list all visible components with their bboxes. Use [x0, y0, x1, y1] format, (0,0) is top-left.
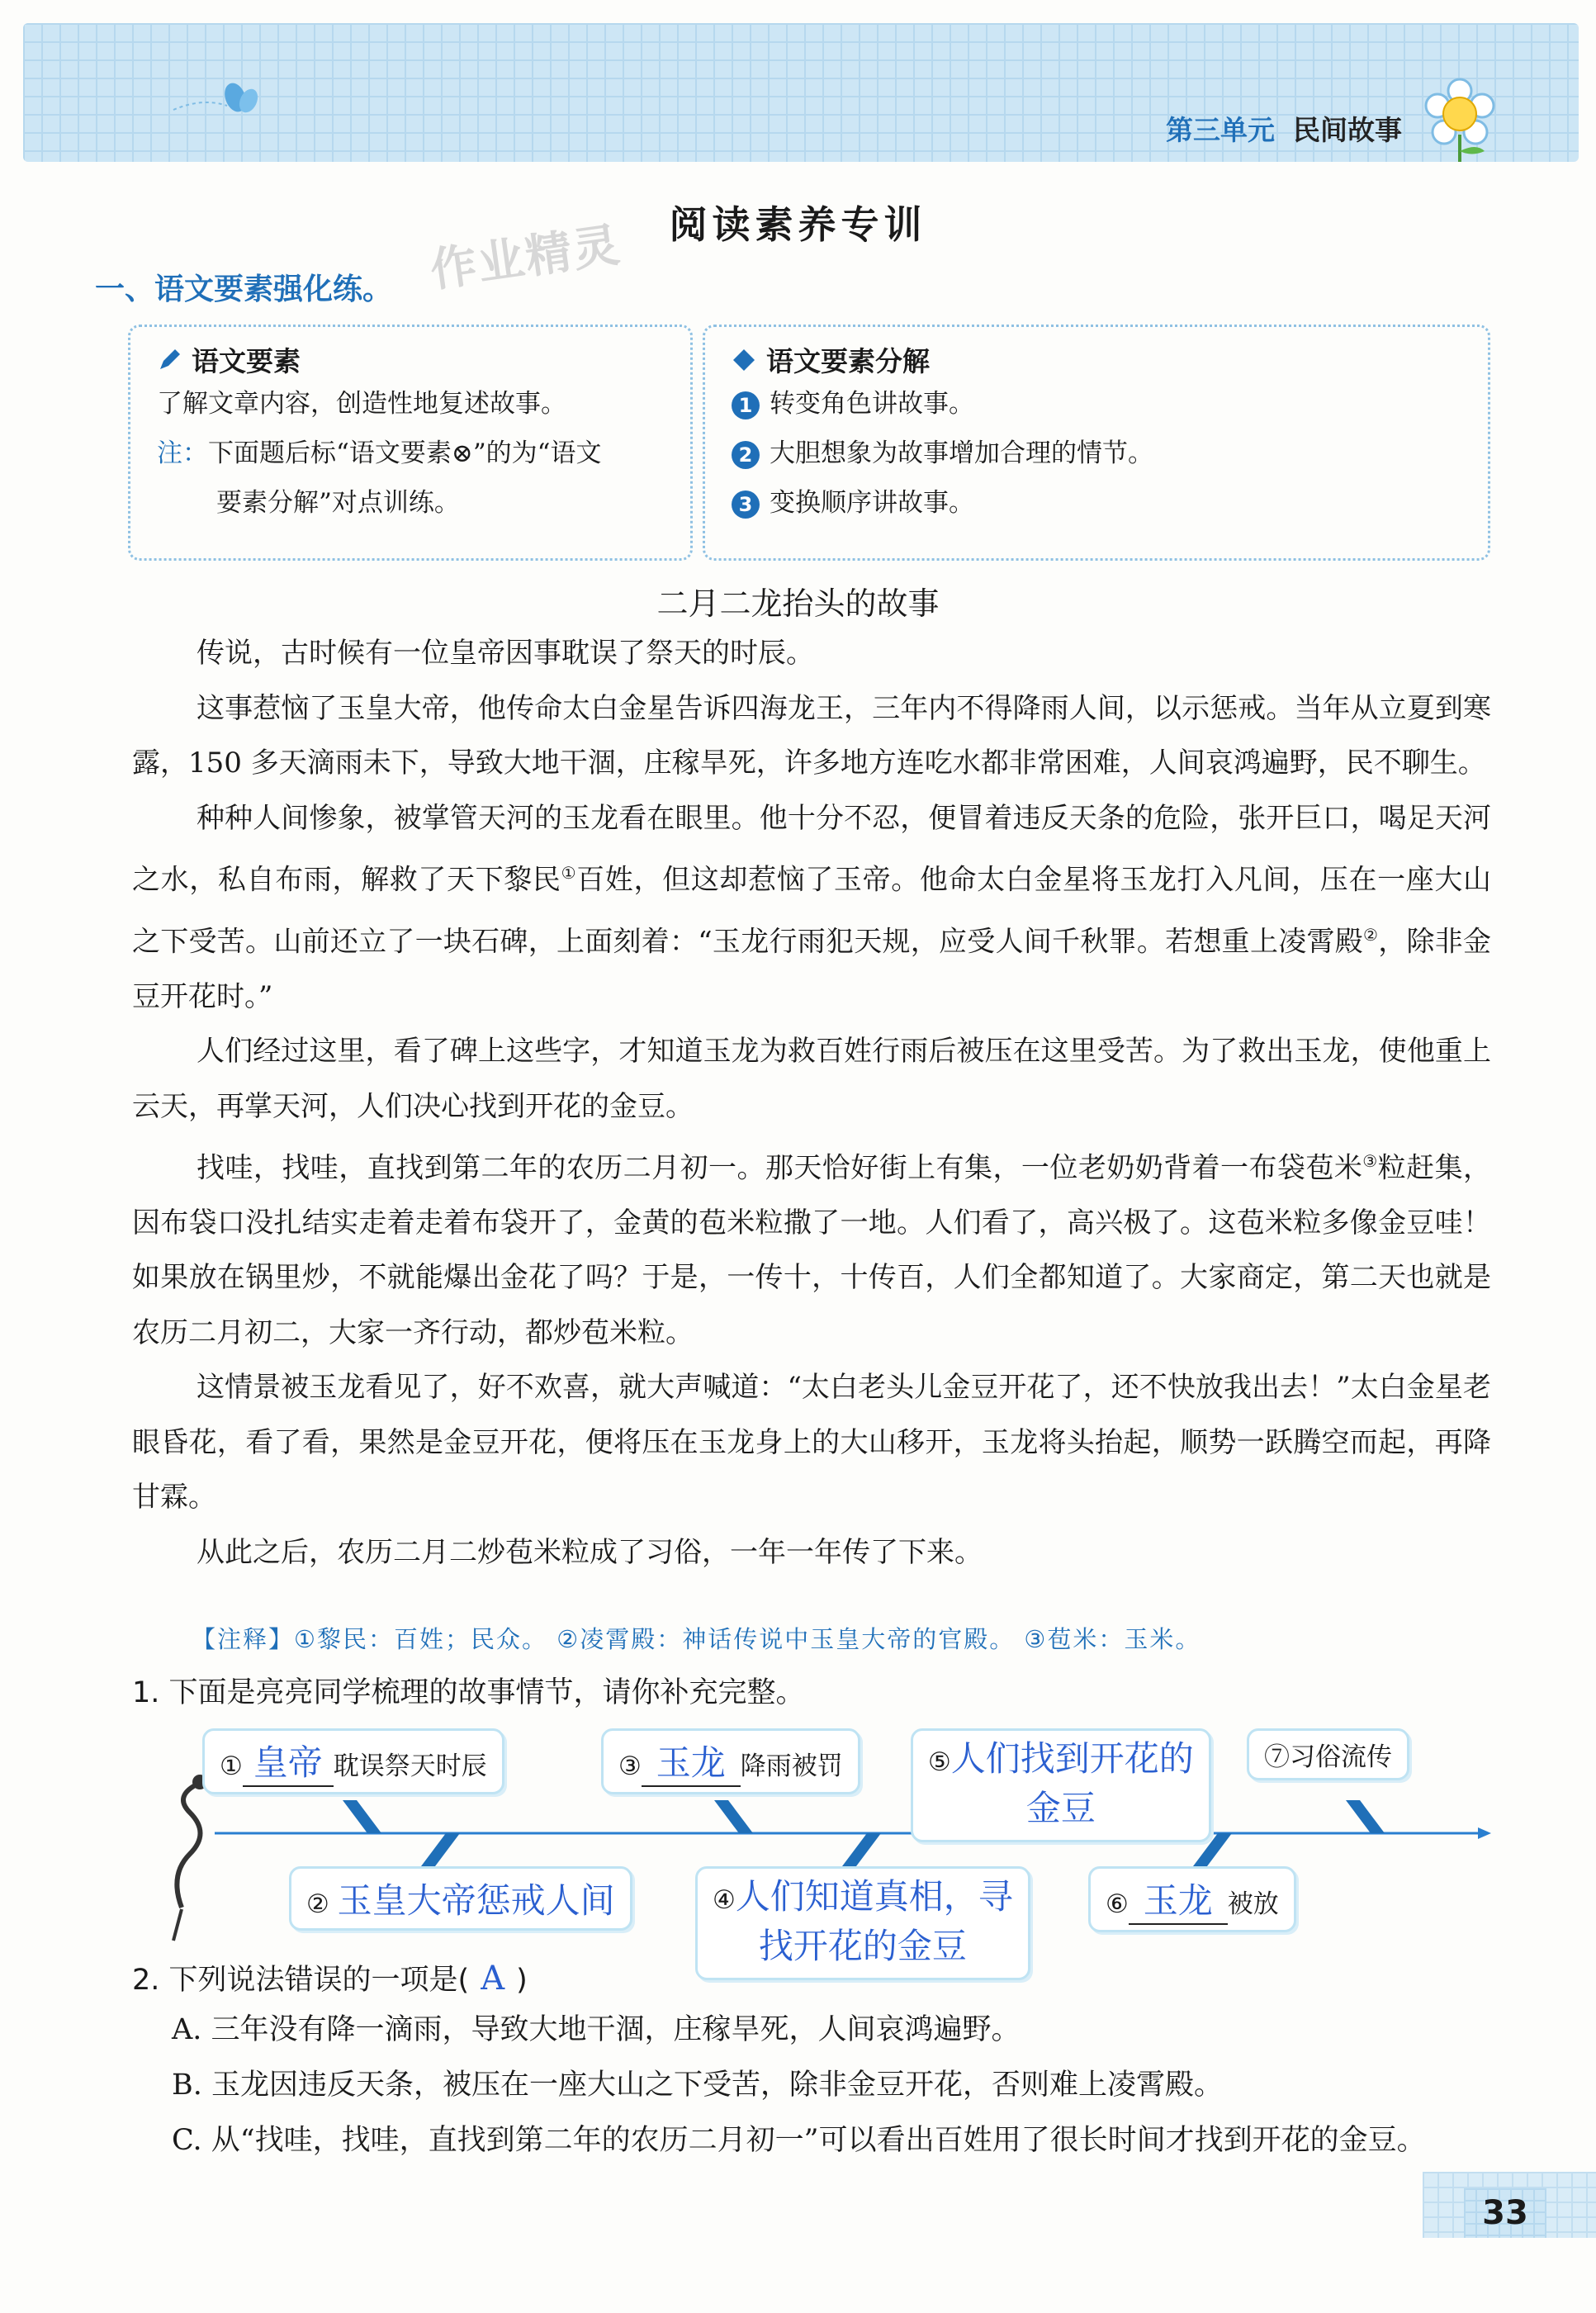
breakdown-item: 1 转变角色讲故事。	[732, 379, 1470, 429]
timeline-node-1: ① 皇帝 耽误祭天时辰	[202, 1728, 504, 1794]
story-paragraph: 这情景被玉龙看见了，好不欢喜，就大声喊道：“太白老头儿金豆开花了，还不快放我出去！”太白金星老眼昏花，看了看，果然是金豆开花，便将压在玉龙身上的大山移开，玉龙将头抬起，顺势一跃腾空而起，再降甘霖。	[132, 1371, 1491, 1514]
story-title: 二月二龙抬头的故事	[656, 585, 940, 622]
note-line2: 要素分解”对点训练。	[216, 488, 460, 518]
answer-text: A	[481, 1960, 505, 1998]
timeline-node-6: ⑥ 玉龙 被放	[1088, 1866, 1296, 1932]
story-paragraph: 从此之后，农历二月二炒苞米粒成了习俗，一年一年传了下来。	[197, 1535, 983, 1569]
box-left-line: 了解文章内容，创造性地复述故事。	[157, 389, 566, 419]
answer-text: 人们找到开花的	[950, 1738, 1194, 1779]
question-1-prompt: 1. 下面是亮亮同学梳理的故事情节，请你补充完整。	[132, 1676, 805, 1709]
timeline-arrowhead	[1478, 1827, 1491, 1839]
answer-text: 人们知道真相，寻	[735, 1876, 1013, 1917]
story-paragraph: 这事惹恼了玉皇大帝，他传命太白金星告诉四海龙王，三年内不得降雨人间，以示惩戒。当年从立夏到寒露，150 多天滴雨未下，导致大地干涸，庄稼旱死，许多地方连吃水都非常困难，人间哀鸿遍野，民不聊生。	[132, 691, 1491, 780]
unit-label	[1166, 109, 1402, 148]
note-line1: 下面题后标“语文要素⊗”的为“语文	[208, 438, 602, 468]
answer-text: 玉龙	[656, 1742, 726, 1783]
unit-number: 第三单元	[1166, 114, 1275, 146]
answer-text: 找开花的金豆	[758, 1926, 967, 1966]
question-2-prompt: 2. 下列说法错误的一项是( A )	[132, 1960, 528, 1998]
page-number: 33	[1464, 2188, 1546, 2238]
answer-text: 玉龙	[1143, 1880, 1213, 1921]
option-b: B. 玉龙因违反天条，被压在一座大山之下受苦，除非金豆开花，否则难上凌霄殿。	[172, 2069, 1223, 2102]
answer-text: 皇帝	[253, 1742, 323, 1783]
pencil-icon	[157, 348, 182, 372]
unit-topic: 民间故事	[1293, 114, 1402, 146]
section-heading: 一、语文要素强化练。	[95, 273, 393, 306]
box-right-heading: 语文要素分解	[732, 340, 1470, 379]
butterfly-icon	[169, 73, 260, 122]
timeline-node-5: ⑤人们找到开花的 金豆	[911, 1728, 1211, 1842]
flower-icon	[1414, 73, 1505, 164]
footnote: 【注释】①黎民：百姓；民众。 ②凌霄殿：神话传说中玉皇大帝的官殿。 ③苞米：玉米。	[192, 1625, 1201, 1653]
timeline-node-4: ④人们知道真相，寻 找开花的金豆	[695, 1866, 1030, 1980]
option-c: C. 从“找哇，找哇，直找到第二年的农历二月初一”可以看出百姓用了很长时间才找到开花的金豆。	[172, 2124, 1426, 2157]
note-label: 注：	[157, 438, 208, 468]
box-left-heading: 语文要素	[157, 340, 672, 379]
story-paragraph: 种种人间惨象，被掌管天河的玉龙看在眼里。他十分不忍，便冒着违反天条的危险，张开巨口，喝足天河之水，私自布雨，解救了天下黎民①百姓，但这却惹恼了玉帝。他命太白金星将玉龙打入凡间，压在一座大山之下受苦。山前还立了一块石碑，上面刻着：“玉龙行雨犯天规，应受人间千秋罪。若想重上凌霄殿②，除非金豆开花时。”	[132, 801, 1491, 1013]
language-element-breakdown-box	[703, 325, 1490, 561]
option-a: A. 三年没有降一滴雨，导致大地干涸，庄稼旱死，人间哀鸿遍野。	[172, 2013, 1021, 2046]
timeline-node-7: ⑦习俗流传	[1247, 1728, 1409, 1780]
page-title: 阅读素养专训	[669, 202, 927, 247]
timeline-node-2: ② 玉皇大帝惩戒人间	[289, 1866, 632, 1931]
language-element-box	[128, 325, 693, 561]
answer-text: 金豆	[1025, 1788, 1096, 1828]
story-paragraph: 传说，古时候有一位皇帝因事耽误了祭天的时辰。	[197, 637, 814, 670]
breakdown-item: 2 大胆想象为故事增加合理的情节。	[732, 429, 1470, 478]
story-body	[132, 626, 1491, 1580]
story-paragraph: 人们经过这里，看了碑上这些字，才知道玉龙为救百姓行雨后被压在这里受苦。为了救出玉龙，使他重上云天，再掌天河，人们决心找到开花的金豆。	[132, 1035, 1491, 1123]
diamond-icon	[732, 348, 756, 372]
dragon-icon	[173, 1775, 207, 1941]
breakdown-item: 3 变换顺序讲故事。	[732, 478, 1470, 528]
answer-text: 玉皇大帝惩戒人间	[337, 1880, 615, 1921]
timeline-node-3: ③ 玉龙 降雨被罚	[601, 1728, 860, 1794]
story-paragraph: 找哇，找哇，直找到第二年的农历二月初一。那天恰好街上有集，一位老奶奶背着一布袋苞米③粒赶集，因布袋口没扎结实走着走着布袋开了，金黄的苞米粒撒了一地。人们看了，高兴极了。这苞米粒多像金豆哇！如果放在锅里炒，不就能爆出金花了吗？于是，一传十，十传百，人们全都知道了。大家商定，第二天也就是农历二月初二，大家一齐行动，都炒苞米粒。	[132, 1151, 1492, 1349]
watermark: 作业精灵	[427, 218, 625, 298]
